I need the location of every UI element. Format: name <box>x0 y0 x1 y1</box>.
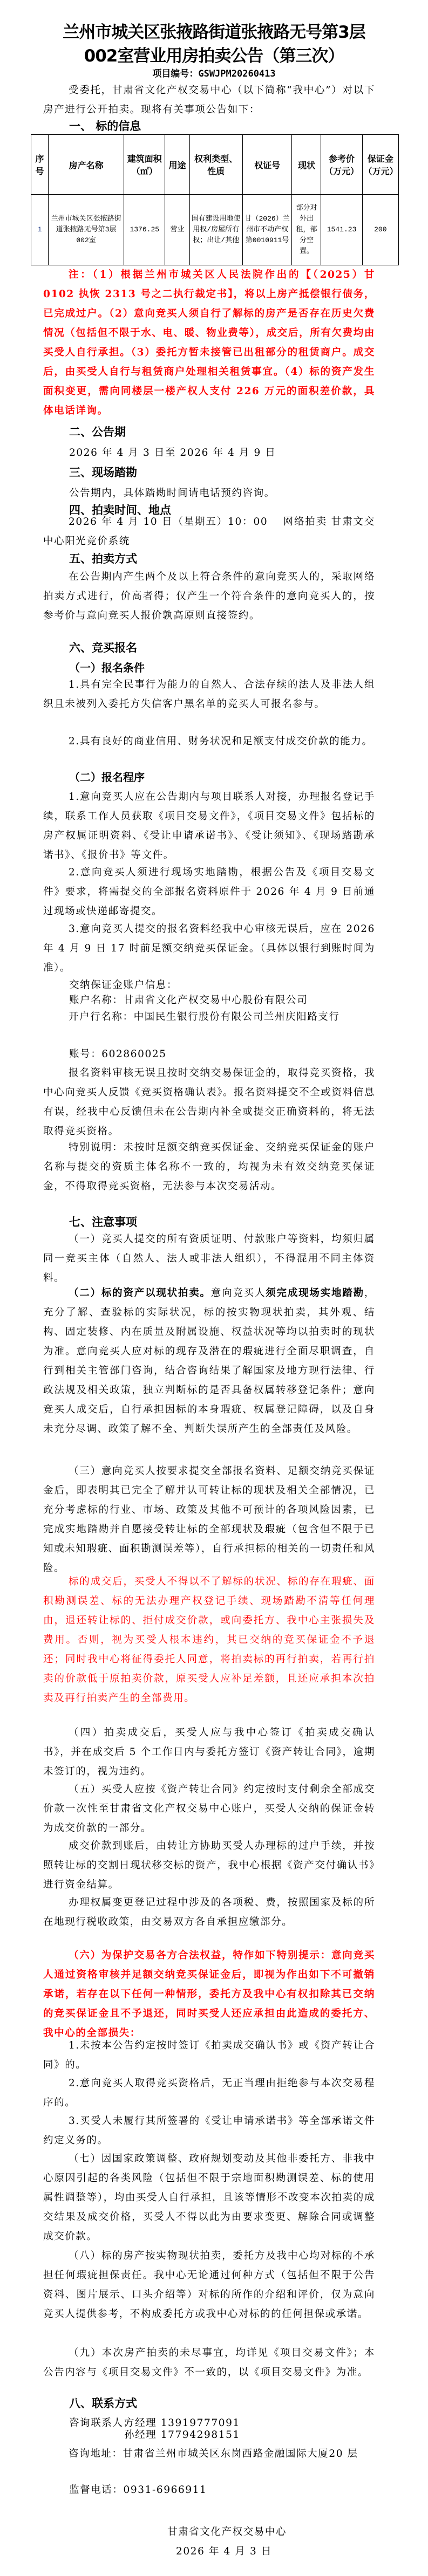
account-number: 账号：602860025 <box>69 1049 167 1060</box>
cell-index: 1 <box>31 195 49 265</box>
th-index: 序号 <box>31 135 49 195</box>
condition-1: 1.具有完全民事行为能力的自然人、合法存续的法人及非法人组织且未被列入委托方失信客户黑名单的竞买人可报名参与。 <box>43 679 375 710</box>
table-row <box>31 195 399 265</box>
cell-use: 营业 <box>165 195 189 265</box>
cell-cert-no: 甘（2026）兰州市不动产权第0010911号 <box>242 195 292 265</box>
notice-item-6-case-3: 3.买受人未履行其所签署的《受让申请承诺书》等全部承诺文件约定义务的。 <box>43 2115 375 2146</box>
cell-right-type: 国有建设用地使用权/房屋所有权；出让/其他 <box>189 195 242 265</box>
section-8-heading: 八、联系方式 <box>69 2397 137 2410</box>
th-right-type: 权利类型、性质 <box>189 135 242 195</box>
notice-item-5-tax: 办理权属变更登记过程中涉及的各项税、费，按照国家及标的所在地现行税收政策，由交易双方各自承担应缴部分。 <box>43 1897 375 1928</box>
contact-2: 孙经理 17794298151 <box>124 2429 240 2441</box>
section-3-heading: 三、现场踏勘 <box>69 466 137 479</box>
procedure-2: 2.意向竞买人须进行现场实地踏勘，根据公告及《项目交易文件》要求，将需提交的全部报名资料原件于 2026 年 4 月 9 日前通过现场或快递邮寄提交。 <box>43 867 375 917</box>
table-header-row <box>31 135 399 195</box>
notice-item-2 <box>43 1284 375 1439</box>
account-name: 账户名称：甘肃省文化产权交易中心股份有限公司 <box>69 995 308 1006</box>
notice-item-8: （八）标的房产按实物现状拍卖，委托方及我中心均对标的不承担任何瑕疵担保责任。我中心无论通过何种方式（包括但不限于公告资料、图片展示、口头介绍等）对标的所作的介绍和评价，仅为意向竞买人提供参考，不构成委托方或我中心对标的的任何担保或承诺。 <box>43 2250 375 2320</box>
notice-item-6-case-1: 1.未按本公告约定按时签订《拍卖成交确认书》或《资产转让合同》的。 <box>43 2040 375 2071</box>
section-4-heading: 四、拍卖时间、地点 <box>69 504 171 517</box>
notice-item-3: （三）意向竞买人按要求提交全部报名资料、足额交纳竞买保证金后，即表明其已完全了解并认可转让标的现状及相关全部情况，已充分考虑标的行业、市场、政策及其他不可预计的各项风险因素，已完成实地踏勘并自愿接受转让标的全部现状及瑕疵（包含但不限于已知或未知瑕疵、面积勘测误差等），自行承担标的相关的一切责任和风险。 <box>43 1465 375 1574</box>
registration-conditions-heading: （一）报名条件 <box>69 661 145 674</box>
registration-procedure-heading: （二）报名程序 <box>69 771 145 784</box>
th-status: 现状 <box>292 135 321 195</box>
notice-item-7: （七）因国家政策调整、政府规划变动及其他非委托方、非我中心原因引起的各类风险（包括但不限于宗地面积勘测误差、标的使用属性调整等），均由买受人自行承担，且该等情形不改变本次拍卖的成交结果及成交价格，买受人不得以此为由要求变更、解除合同或调整成交价款。 <box>43 2153 375 2242</box>
th-use: 用途 <box>165 135 189 195</box>
contact-address: 咨询地址：甘肃省兰州市城关区东岗西路金融国际大厦20 层 <box>69 2448 358 2459</box>
intro-paragraph: 受委托，甘肃省文化产权交易中心（以下简称“我中心”）对以下房产进行公开拍卖。现将有关事项公告如下： <box>43 85 375 115</box>
notice-item-2-bold-site-visit: 须完成现场实地踏勘 <box>266 1287 364 1299</box>
cell-property-name: 兰州市城关区张掖路街道张掖路无号第3层002室 <box>49 195 124 265</box>
red-note: 注：（1）根据兰州市城关区人民法院作出的【（2025）甘 0102 执恢 2313 号之二执行裁定书】，将以上房产抵偿银行债务，已完成过户。（2）意向竞买人须自行了解标的房产是否存在历史欠费情况（包括但不限于水、电、暖、物业费等），成交后，所有欠费均由买受人自行承担。（3）委托方暂未接管已出租部分的租赁商户。成交后，由买受人自行与租赁商户处理相关租赁事宜。（4）标的资产发生面积变更，需向同楼层一楼产权人支付 226 万元的面积差价款，具体电话详询。 <box>43 269 375 416</box>
qualification-review: 报名资料审核无误且按时交纳交易保证金的，取得竞买资格，我中心向竞买人反馈《竞买资格确认表》。报名资料提交不全或资料信息有误，经我中心反馈但未在公告期内补全或提交正确资料的，将无法取得竞买资格。 <box>43 1067 375 1137</box>
notice-item-1: （一）竞买人提交的所有资质证明、付款账户等资料，均须归属同一竞买主体（自然人、法人或非法人组织），不得混用不同主体资料。 <box>43 1234 375 1284</box>
notice-item-3-red-warning: 标的成交后，买受人不得以不了解标的状况、标的存在瑕疵、面积勘测误差、标的无法办理产权登记手续、现场踏勘不清等任何理由，退还转让标的、拒付成交价款，或向委托方、我中心主张损失及费用。否则，视为买受人根本违约，其已交纳的竞买保证金不予退还；同时我中心将征得委托人同意，将拍卖标的再行拍卖，若再行拍卖的价款低于原拍卖价款，原买受人应补足差额，且还应承担本次拍卖及再行拍卖产生的全部费用。 <box>43 1576 375 1704</box>
contact-label: 咨询联系人： <box>69 2417 134 2429</box>
section-5-heading: 五、拍卖方式 <box>69 552 137 565</box>
notice-item-5: （五）买受人应按《资产转让合同》约定按时支付剩余全部成交价款一次性至甘肃省文化产权交易中心账户，买受人交纳的保证金转为成交价款的一部分。 <box>43 1784 375 1834</box>
page-title <box>0 20 428 68</box>
account-info-title: 交纳保证金账户信息： <box>69 979 178 991</box>
condition-2: 2.具有良好的商业信用、财务状况和足额支付成交价款的能力。 <box>69 736 373 747</box>
cell-status: 部分对外出租，部分空置。 <box>292 195 321 265</box>
th-cert-no: 权证号 <box>242 135 292 195</box>
special-note: 特别说明：未按时足额交纳竞买保证金、交纳竞买保证金的账户名称与提交的资质主体名称不一致的，均视为未有效交纳竞买保证金，不得取得竞买资格，无法参与本次交易活动。 <box>43 1142 375 1192</box>
project-number: 项目编号：GSWJPM20260413 <box>152 68 276 79</box>
section-6-heading: 六、竞买报名 <box>69 641 137 654</box>
section-7-heading: 七、注意事项 <box>69 1216 137 1229</box>
notice-item-5-transfer: 成交价款到账后，由转让方协助买受人办理标的过户手续，并按照转让标的交割日现状移交标的资产，我中心根据《资产交付确认书》进行资金结算。 <box>43 1840 375 1890</box>
notice-item-6-case-2: 2.意向竞买人取得竞买资格后，无正当理由拒绝参与本次交易程序的。 <box>43 2078 375 2108</box>
cell-deposit: 200 <box>362 195 398 265</box>
notice-item-2-bold-lead: （二）标的资产以现状拍卖。 <box>69 1287 211 1299</box>
th-area: 建筑面积（㎡） <box>124 135 165 195</box>
procedure-1: 1.意向竞买人应在公告期内与项目联系人对接，办理报名登记手续，联系工作人员获取《项目交易文件》，《项目交易文件》包括标的房产权属证明资料、《受让申请承诺书》、《受让须知》、《现场踏勘承诺书》、《报价书》等文件。 <box>43 791 375 861</box>
cell-area: 1376.25 <box>124 195 165 265</box>
notice-item-2-mid: 意向竞买人 <box>210 1287 266 1299</box>
title-line-2: 002室营业用房拍卖公告（第三次） <box>84 46 344 66</box>
cell-ref-price: 1541.23 <box>321 195 362 265</box>
signature-date: 2026 年 4 月 3 日 <box>176 2546 272 2557</box>
notice-item-4: （四）拍卖成交后，买受人应与我中心签订《拍卖成交确认书》，并在成交后 5 个工作日内与委托方签订《资产转让合同》，逾期未签订的，视为违约。 <box>43 1727 375 1777</box>
notice-item-6-red-warning: （六）为保护交易各方合法权益，特作如下特别提示：意向竞买人通过资格审核并足额交纳竞买保证金后，即视为作出如下不可撤销承诺，若存在以下任何一种情形，委托方及我中心有权扣除其已交纳的竞买保证金且不予退还，同时买受人还应承担由此造成的委托方、我中心的全部损失： <box>43 1950 375 2039</box>
contact-1: 方经理 13919777091 <box>124 2417 240 2429</box>
auction-time-place: 2026 年 4 月 10 日（星期五）10：00 网络拍卖 甘肃文交中心阳光竞价系统 <box>43 516 375 547</box>
th-deposit: 保证金（万元） <box>362 135 398 195</box>
announcement-period: 2026 年 4 月 3 日至 2026 年 4 月 9 日 <box>69 447 276 458</box>
title-line-1: 兰州市城关区张掖路街道张掖路无号第3层 <box>63 23 365 42</box>
procedure-3: 3.意向竞买人提交的报名资料经我中心审核无误后，应在 2026 年 4 月 9 日 17 时前足额交纳竞买保证金。（具体以银行到账时间为准）。 <box>43 923 375 974</box>
section-1-heading: 一、 标的信息 <box>69 120 141 133</box>
th-ref-price: 参考价（万元） <box>321 135 362 195</box>
auction-method: 在公告期内产生两个及以上符合条件的意向竞买人的，采取网络拍卖方式进行，价高者得；仅产生一个符合条件的意向竞买人的，按参考价与意向竞买人报价孰高原则直接签约。 <box>43 571 375 621</box>
supervision-phone: 监督电话：0931-6966911 <box>69 2484 207 2496</box>
property-table <box>31 134 399 265</box>
notice-item-9: （九）本次房产拍卖的未尽事宜，均详见《项目交易文件》；本公告内容与《项目交易文件》不一致的，以《项目交易文件》为准。 <box>43 2347 375 2378</box>
site-visit-text: 公告期内，具体踏勘时间请电话预约咨询。 <box>69 488 275 499</box>
section-2-heading: 二、公告期 <box>69 426 126 439</box>
signature-org: 甘肃省文化产权交易中心 <box>167 2526 287 2538</box>
notice-item-2-rest: ，充分了解、查验标的实际状况，标的按实物现状拍卖，其外观、结构、固定装修、内在质量及附属设施、权益状况等均以拍卖时的现状为准。意向竞买人应对标的现存及潜在的瑕疵进行全面尽职调查，自行到相关主管部门咨询，结合咨询结果了解国家及地方现行法律、行政法规及相关政策，独立判断标的是否具备权属转移登记条件；意向竞买人成交后，自行承担因标的本身瑕疵、权属登记障碍，以及自身未充分尽调、政策了解不全、判断失误所产生的全部责任及风险。 <box>43 1287 375 1435</box>
th-property-name: 房产名称 <box>49 135 124 195</box>
account-bank: 开户行名称：中国民生银行股份有限公司兰州庆阳路支行 <box>69 1011 340 1023</box>
